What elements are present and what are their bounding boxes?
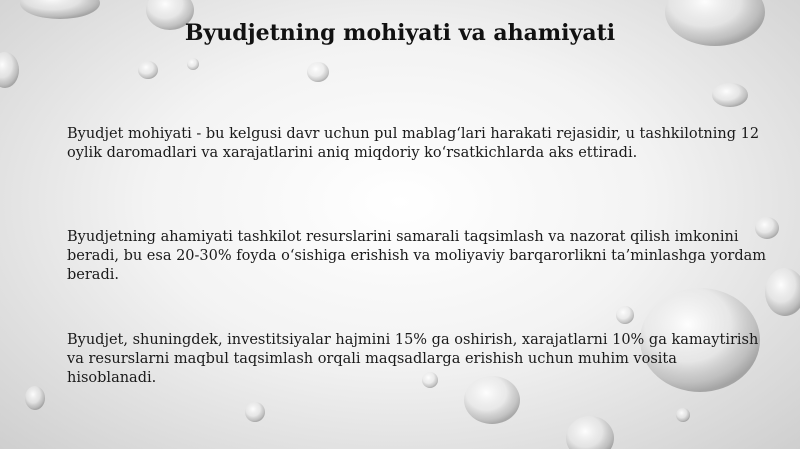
paragraph-budget-goals: Byudjet, shuningdek, investitsiyalar hajmini 15% ga oshirish, xarajatlarni 10% ga kamaytirish va resurslarni maqbul taqsimlash orqali maqsadlarga erishish uchun muhim vosita hisoblanadi. [67, 332, 759, 386]
paragraph-budget-essence: Byudjet mohiyati - bu kelgusi davr uchun pul mablag‘lari harakati rejasidir, u tashkilotning 12 oylik daromadlari va xarajatlarini aniq miqdoriy ko‘rsatkichlarda aks ettiradi. [67, 126, 760, 161]
paragraph-budget-importance: Byudjetning ahamiyati tashkilot resurslarini samarali taqsimlash va nazorat qilish imkonini beradi, bu esa 20-30% foyda o‘sishiga erishish va moliyaviy barqarorlikni ta’minlashga yordam beradi. [67, 229, 767, 283]
slide-title: Byudjetning mohiyati va ahamiyati [184, 20, 616, 46]
